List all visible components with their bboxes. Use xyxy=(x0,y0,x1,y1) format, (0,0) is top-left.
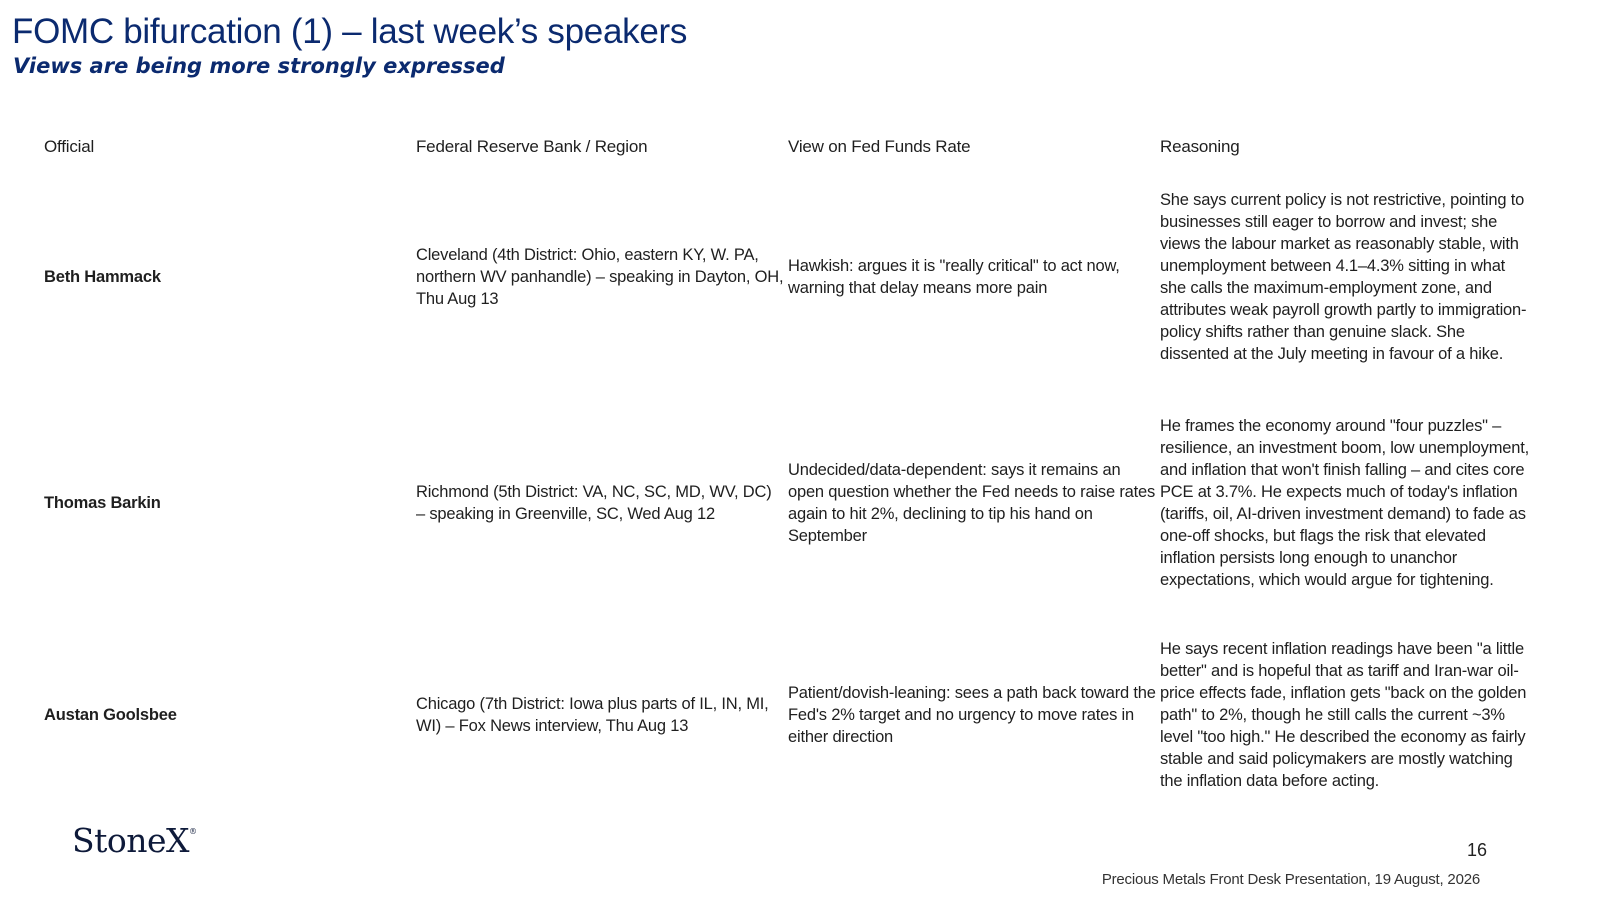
official-reasoning: He frames the economy around "four puzzles" – resilience, an investment boom, low unemployment, and inflation that won't finish falling – and cites core PCE at 3.7%. He expects much of today's inflation (tariffs, oil, AI-driven investment demand) to fade as one-off shocks, but flags the risk that elevated inflation persists long enough to unanchor expectations, which would argue for tightening. xyxy=(1160,417,1529,589)
official-view: Hawkish: argues it is "really critical" to act now, warning that delay means more pain xyxy=(788,257,1120,297)
official-name: Austan Goolsbee xyxy=(44,706,177,724)
official-reasoning: She says current policy is not restrictive, pointing to businesses still eager to borrow and invest; she views the labour market as reasonably stable, with unemployment between 4.1–4.3% sitting in what she calls the maximum-employment zone, and attributes weak payroll growth partly to immigration-policy shifts rather than genuine slack. She dissented at the July meeting in favour of a hike. xyxy=(1160,191,1527,363)
speakers-table xyxy=(44,136,1544,820)
stonex-logo xyxy=(72,821,197,860)
table-row xyxy=(44,610,1544,820)
footer-caption: Precious Metals Front Desk Presentation, 19 August, 2026 xyxy=(1101,871,1480,888)
page-title: FOMC bifurcation (1) – last week’s speakers xyxy=(12,12,688,51)
official-name: Beth Hammack xyxy=(44,268,161,286)
logo-text: StoneX xyxy=(72,821,190,860)
official-view: Undecided/data-dependent: says it remains an open question whether the Fed needs to raise rates again to hit 2%, declining to tip his hand on September xyxy=(788,461,1155,545)
header-official: Official xyxy=(44,137,95,156)
page-number: 16 xyxy=(1466,840,1487,860)
official-name: Thomas Barkin xyxy=(44,494,161,512)
official-view: Patient/dovish-leaning: sees a path back toward the Fed's 2% target and no urgency to move rates in either direction xyxy=(788,684,1156,746)
header-view: View on Fed Funds Rate xyxy=(788,137,971,156)
official-reasoning: He says recent inflation readings have been "a little better" and is hopeful that as tariff and Iran-war oil-price effects fade, inflation gets "back on the golden path" to 2%, though he still calls the current ~3% level "too high." He described the economy as fairly stable and said policymakers are mostly watching the inflation data before acting. xyxy=(1160,640,1527,790)
official-region: Richmond (5th District: VA, NC, SC, MD, WV, DC) – speaking in Greenville, SC, Wed Aug 12 xyxy=(416,483,772,523)
header-reasoning: Reasoning xyxy=(1160,137,1240,156)
table-row xyxy=(44,158,1544,396)
official-region: Cleveland (4th District: Ohio, eastern KY, W. PA, northern WV panhandle) – speaking in Dayton, OH, Thu Aug 13 xyxy=(416,246,784,308)
logo-registered-mark: ® xyxy=(189,827,197,836)
page-subtitle: Views are being more strongly expressed xyxy=(13,54,505,78)
header-region: Federal Reserve Bank / Region xyxy=(416,137,648,156)
official-region: Chicago (7th District: Iowa plus parts of IL, IN, MI, WI) – Fox News interview, Thu Aug 13 xyxy=(416,695,769,735)
table-row xyxy=(44,396,1544,610)
table-header-row xyxy=(44,136,1544,158)
